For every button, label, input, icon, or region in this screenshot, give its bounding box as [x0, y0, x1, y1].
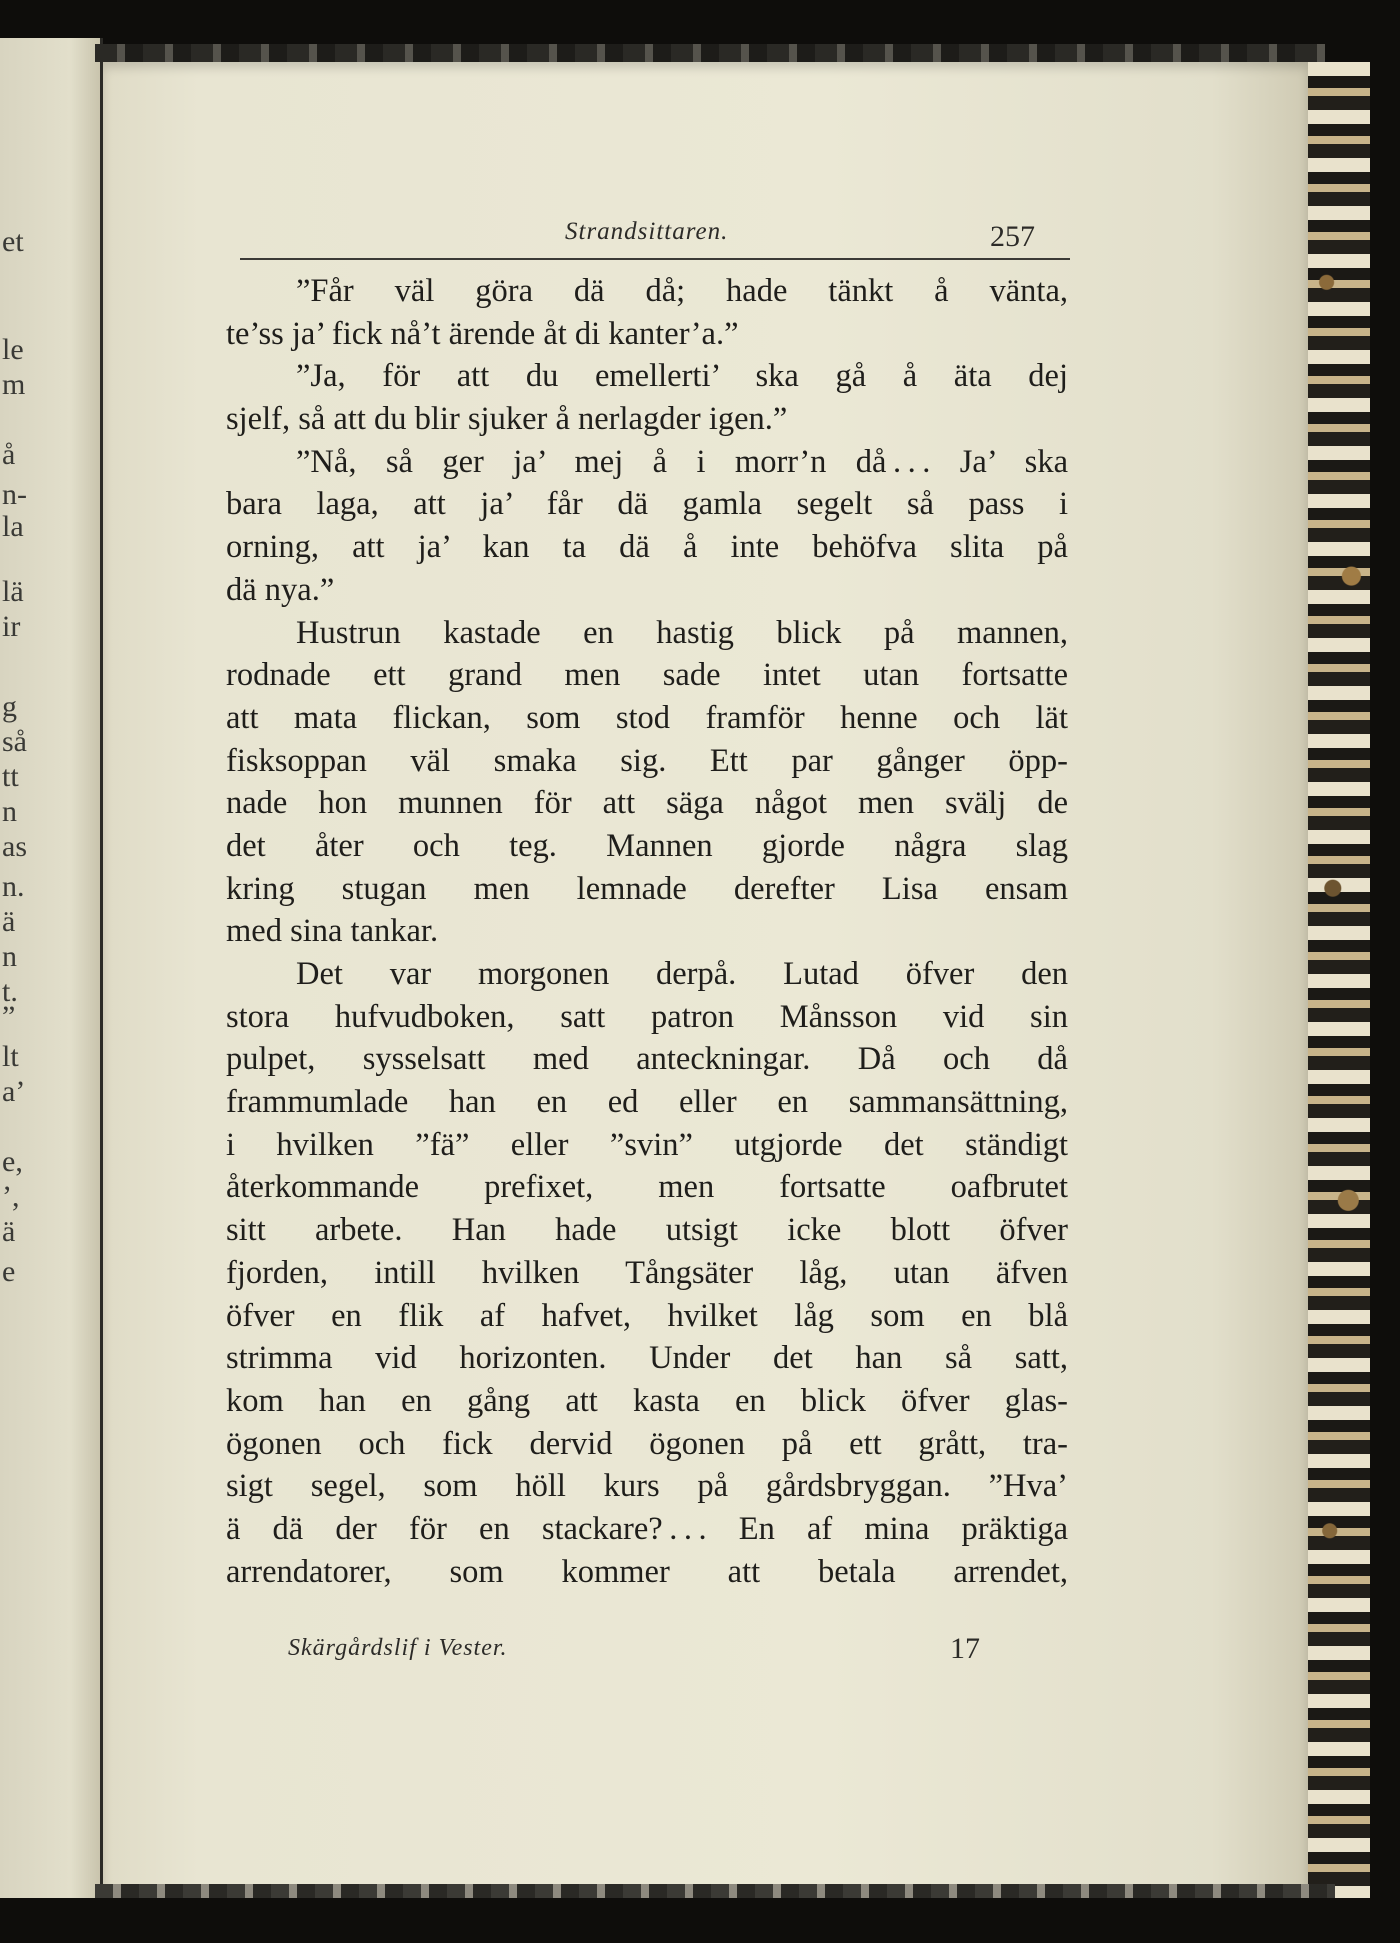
text-line: te’ss ja’ fick nå’t ärende åt di kanter’a.” — [226, 315, 739, 352]
previous-page-fragment: n- — [2, 478, 27, 511]
text-line: ä dä der för en stackare? . . . En af mina präktiga — [226, 1510, 1068, 1547]
text-line: ”Ja, för att du emellerti’ ska gå å äta dej — [296, 358, 1068, 395]
text-line: kom han en gång att kasta en blick öfver glas- — [226, 1382, 1068, 1419]
book-cover-edge — [1308, 62, 1370, 1898]
previous-page-fragment: le — [2, 333, 24, 366]
previous-page-fragment: as — [2, 830, 27, 863]
previous-page-fragment: tt — [2, 760, 19, 793]
text-line: med sina tankar. — [226, 913, 439, 950]
text-line: orning, att ja’ kan ta dä å inte behöfva slita på — [226, 529, 1068, 566]
previous-page-fragment: ä — [2, 905, 16, 938]
previous-page-fragment: lt — [2, 1040, 19, 1073]
previous-page-fragment: lä — [2, 575, 24, 608]
page-number: 257 — [990, 220, 1035, 253]
previous-page-fragment: å — [2, 438, 16, 471]
previous-page-fragment: n. — [2, 870, 25, 903]
text-line: stora hufvudboken, satt patron Månsson vid sin — [226, 998, 1068, 1035]
previous-page-fragment: m — [2, 368, 26, 401]
previous-page-fragment: ’, — [2, 1180, 20, 1213]
text-line: återkommande prefixet, men fortsatte oafbrutet — [226, 1169, 1068, 1206]
previous-page-edge — [0, 38, 103, 1898]
text-line: frammumlade han en ed eller en sammansättning, — [226, 1084, 1068, 1121]
text-line: i hvilken ”fä” eller ”svin” utgjorde det ständigt — [226, 1126, 1068, 1163]
text-line: rodnade ett grand men sade intet utan fortsatte — [226, 657, 1068, 694]
book-bottom-edge — [95, 1884, 1335, 1898]
previous-page-fragment: så — [2, 725, 27, 758]
previous-page-fragment: ” — [2, 1000, 16, 1033]
previous-page-fragment: t. — [2, 975, 18, 1008]
text-line: arrendatorer, som kommer att betala arrendet, — [226, 1553, 1068, 1590]
book-top-edge — [95, 44, 1325, 62]
previous-page-fragment: e — [2, 1255, 16, 1288]
text-line: fisksoppan väl smaka sig. Ett par gånger öpp- — [226, 742, 1068, 779]
text-line: Hustrun kastade en hastig blick på mannen, — [296, 614, 1068, 651]
text-line: kring stugan men lemnade derefter Lisa ensam — [226, 870, 1068, 907]
previous-page-fragment: a’ — [2, 1075, 26, 1108]
text-line: ”Nå, så ger ja’ mej å i morr’n då . . . Ja’ ska — [296, 443, 1068, 480]
previous-page-fragment: g — [2, 690, 17, 723]
text-line: dä nya.” — [226, 571, 335, 608]
text-line: sjelf, så att du blir sjuker å nerlagder igen.” — [226, 401, 788, 438]
sheet-number: 17 — [950, 1632, 980, 1665]
previous-page-fragment: n — [2, 795, 17, 828]
text-line: pulpet, sysselsatt med anteckningar. Då och då — [226, 1041, 1068, 1078]
previous-page-fragment: n — [2, 940, 17, 973]
text-line: ögonen och fick dervid ögonen på ett grått, tra- — [226, 1425, 1068, 1462]
text-line: sitt arbete. Han hade utsigt icke blott öfver — [226, 1212, 1068, 1249]
text-line: bara laga, att ja’ får dä gamla segelt så pass i — [226, 486, 1068, 523]
text-line: att mata flickan, som stod framför henne och lät — [226, 699, 1068, 736]
body-text — [226, 270, 1068, 1593]
text-line: sigt segel, som höll kurs på gårdsbryggan. ”Hva’ — [226, 1468, 1068, 1505]
text-line: fjorden, intill hvilken Tångsäter låg, utan äfven — [226, 1254, 1068, 1291]
previous-page-fragment: ä — [2, 1215, 16, 1248]
text-line: det åter och teg. Mannen gjorde några slag — [226, 827, 1068, 864]
header-rule — [240, 258, 1070, 260]
previous-page-fragment: e, — [2, 1145, 23, 1178]
printer-signature: Skärgårdslif i Vester. — [288, 1635, 508, 1661]
previous-page-fragment: et — [2, 225, 24, 258]
text-line: nade hon munnen för att säga något men svälj de — [226, 785, 1068, 822]
text-line: öfver en flik af hafvet, hvilket låg som en blå — [226, 1297, 1068, 1334]
running-head: Strandsittaren. — [565, 218, 729, 245]
previous-page-fragment: la — [2, 510, 24, 543]
text-line: strimma vid horizonten. Under det han så satt, — [226, 1340, 1068, 1377]
text-line: ”Får väl göra dä då; hade tänkt å vänta, — [296, 273, 1068, 309]
previous-page-fragment: ir — [2, 610, 21, 643]
text-line: Det var morgonen derpå. Lutad öfver den — [296, 956, 1068, 992]
